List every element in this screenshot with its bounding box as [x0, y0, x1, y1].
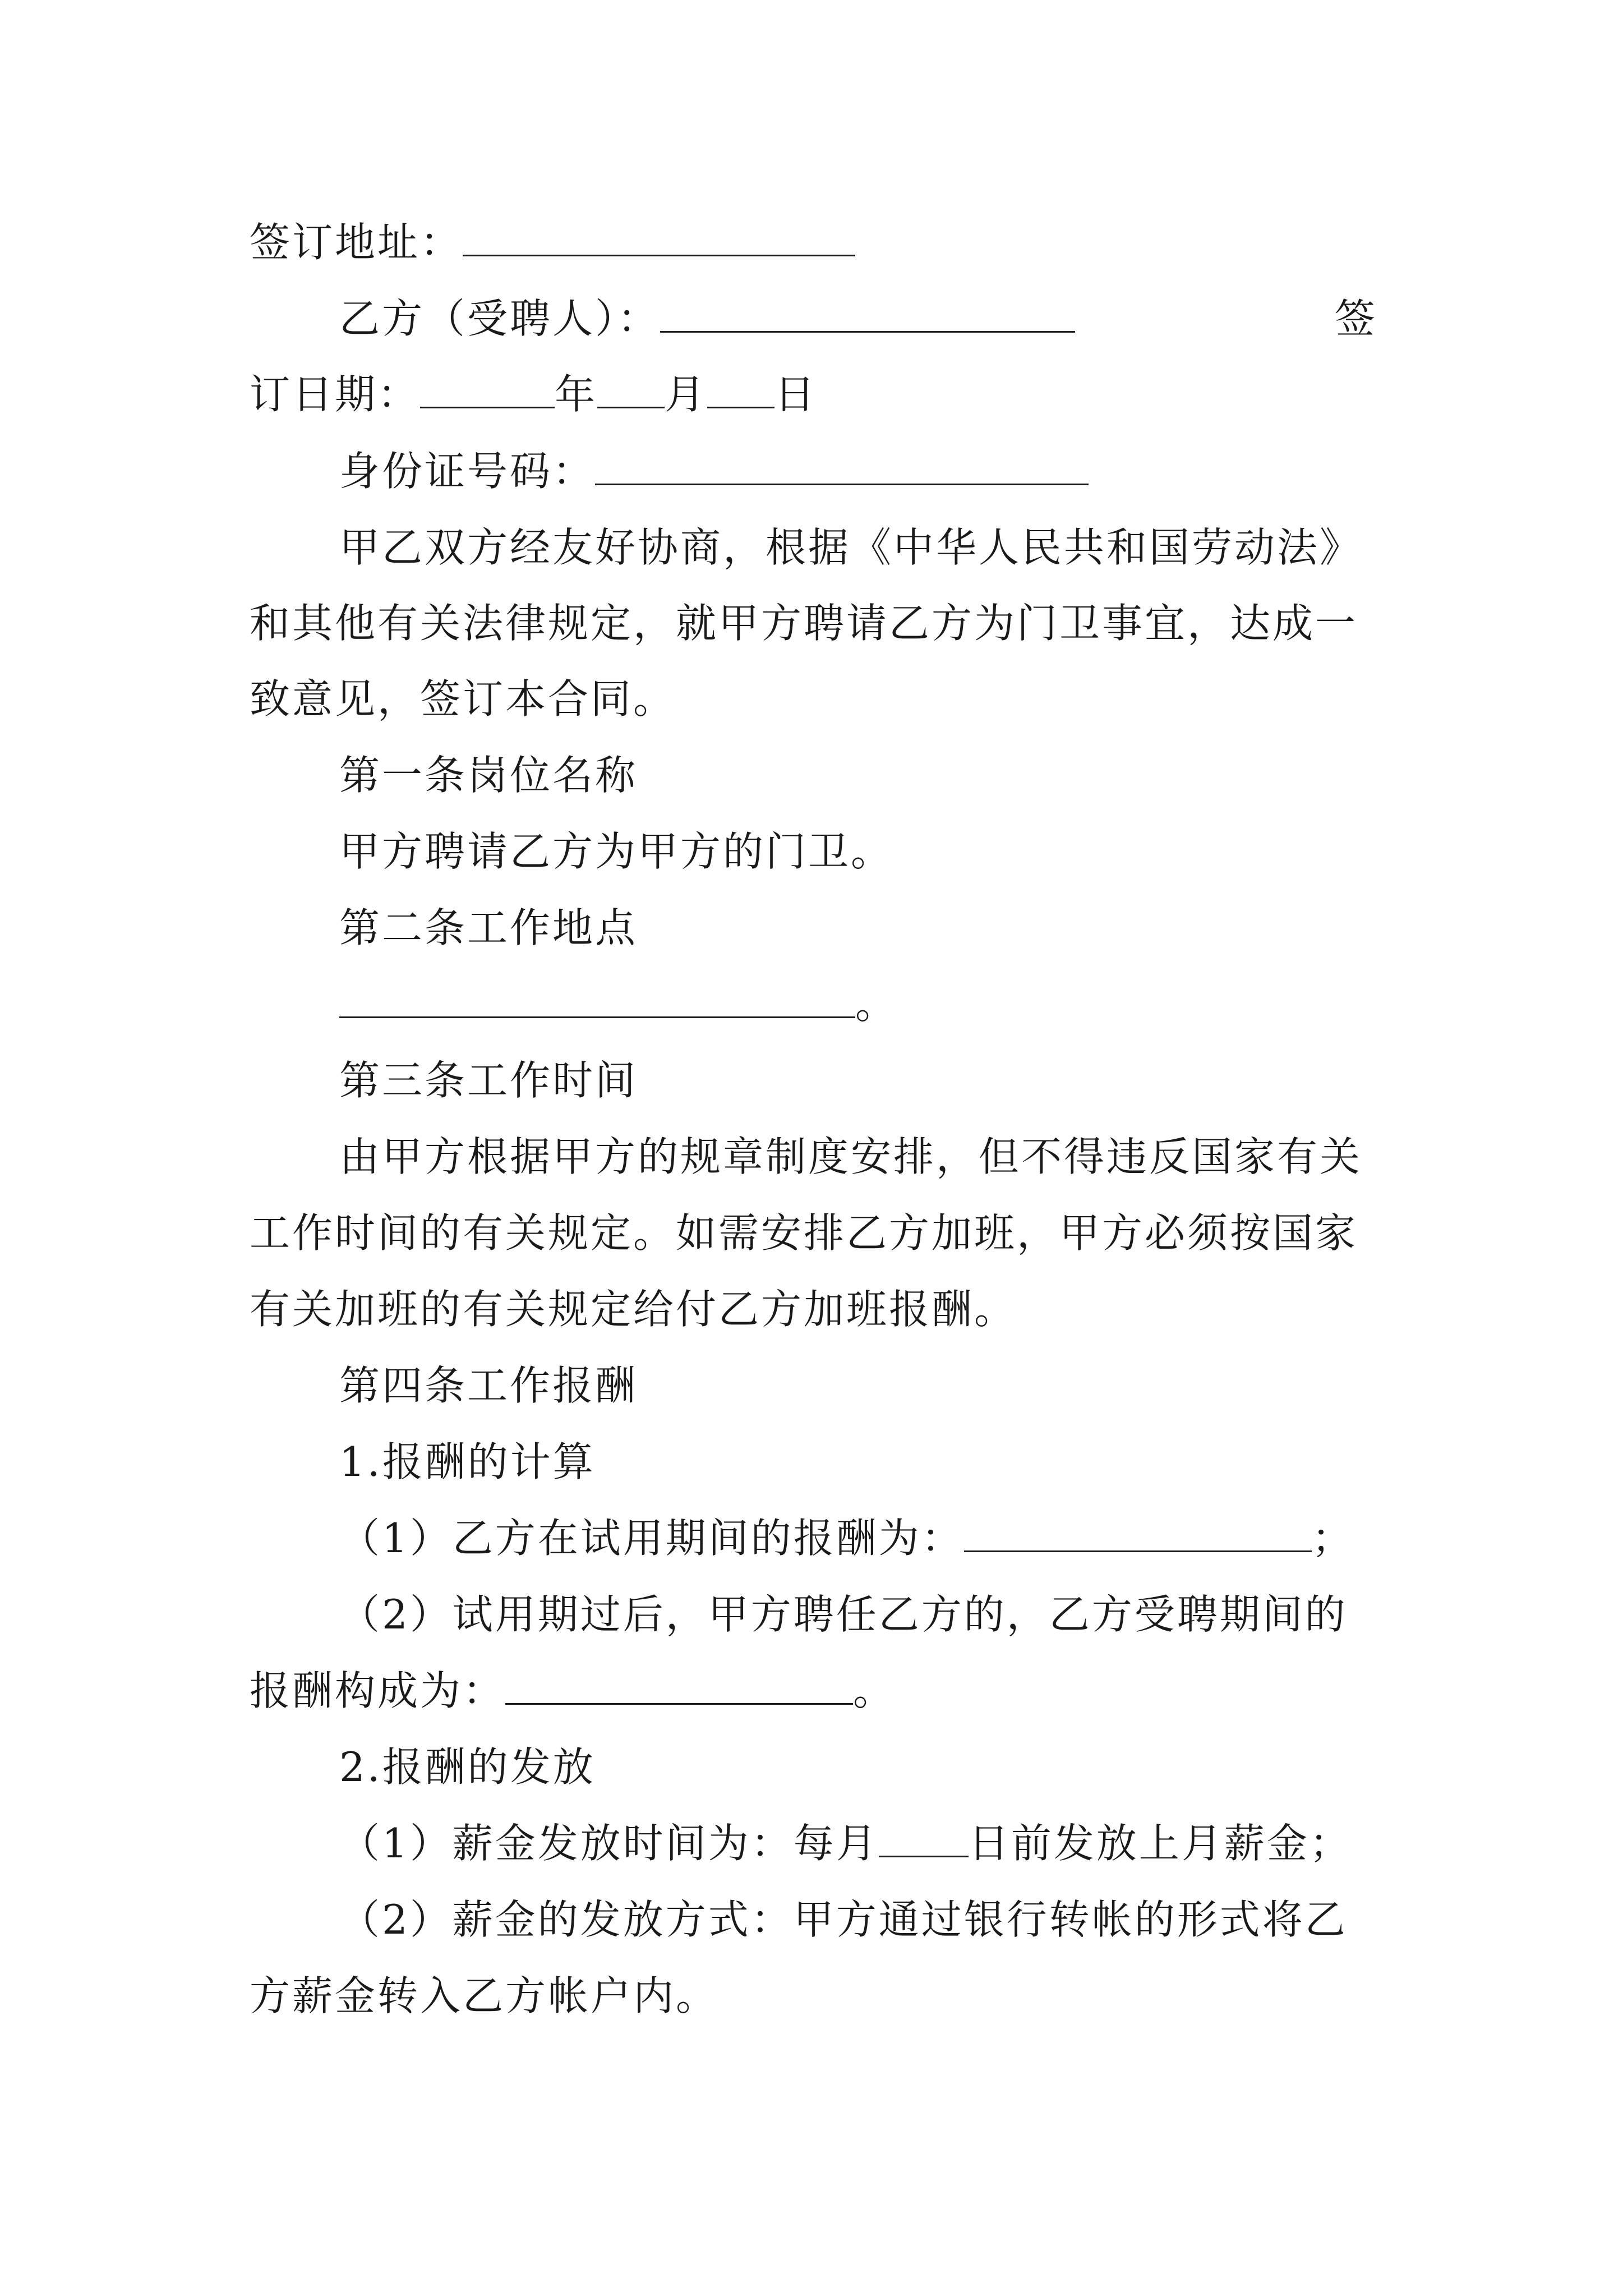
sign-address-label: 签订地址：	[250, 219, 463, 266]
calc-item-2-text-1: （2）试用期过后，甲方聘任乙方的，乙方受聘期间的	[339, 1591, 1348, 1638]
party-b-line	[339, 292, 1075, 346]
month-blank	[597, 373, 665, 408]
pay-calc-heading	[339, 1435, 596, 1489]
article-3-title	[339, 1053, 638, 1107]
probation-pay-blank	[964, 1517, 1312, 1552]
preamble-text-1: 甲乙双方经友好协商，根据《中华人民共和国劳动法》	[339, 524, 1363, 571]
sign-address-blank	[463, 221, 855, 256]
article-3-body-3	[250, 1282, 1017, 1336]
party-b-blank	[660, 297, 1075, 333]
issue-item-2-line-1	[339, 1893, 1348, 1947]
id-blank	[595, 450, 1089, 485]
article-1-title	[339, 748, 638, 802]
article-3-title-text: 第三条工作时间	[339, 1057, 638, 1104]
sign-date-line	[250, 367, 817, 421]
id-label: 身份证号码：	[339, 448, 596, 495]
article-3-body-1	[339, 1130, 1362, 1184]
date-prefix: 订日期：	[250, 371, 421, 418]
preamble-text-2: 和其他有关法律规定，就甲方聘请乙方为门卫事宜，达成一	[250, 600, 1358, 647]
article-3-body-text-1: 由甲方根据甲方的规章制度安排，但不得违反国家有关	[339, 1133, 1363, 1180]
article-2-title	[339, 901, 638, 955]
article-4-title-text: 第四条工作报酬	[339, 1362, 638, 1409]
year-char: 年	[555, 371, 598, 418]
preamble-text-3: 致意见，签订本合同。	[250, 675, 676, 723]
calc-item-2-line-1	[339, 1588, 1348, 1641]
pay-day-blank	[879, 1822, 969, 1857]
day-blank	[707, 373, 774, 408]
article-3-body-2	[250, 1206, 1358, 1260]
month-char: 月	[665, 371, 708, 418]
work-location-line	[339, 977, 898, 1031]
article-1-body-text: 甲方聘请乙方为甲方的门卫。	[339, 828, 894, 875]
article-4-title	[339, 1359, 638, 1412]
calc-item-1-semicolon: ；	[1311, 1515, 1354, 1562]
issue-item-2-text-2: 方薪金转入乙方帐户内。	[250, 1972, 719, 2019]
preamble-line-1	[339, 521, 1362, 574]
article-1-title-text: 第一条岗位名称	[339, 752, 638, 799]
id-number-line	[339, 444, 1089, 498]
issue-item-1-prefix: （1）薪金发放时间为：每月	[339, 1820, 879, 1867]
work-location-period: 。	[855, 981, 898, 1028]
issue-item-1	[339, 1816, 1352, 1870]
issue-item-2-text-1: （2）薪金的发放方式：甲方通过银行转帐的形式将乙	[339, 1896, 1348, 1943]
calc-item-2-line-2	[250, 1664, 896, 1718]
preamble-line-3	[250, 672, 676, 726]
sign-address-line	[250, 215, 855, 269]
article-3-body-text-2: 工作时间的有关规定。如需安排乙方加班，甲方必须按国家	[250, 1209, 1358, 1257]
year-blank	[420, 373, 555, 408]
day-char: 日	[774, 371, 818, 418]
party-b-label: 乙方（受聘人）：	[339, 295, 661, 342]
calc-item-1	[339, 1511, 1354, 1565]
article-1-body	[339, 825, 893, 878]
work-location-blank	[339, 983, 855, 1018]
article-2-title-text: 第二条工作地点	[339, 904, 638, 951]
calc-item-2-period: 。	[853, 1667, 896, 1714]
issue-item-1-suffix: 日前发放上月薪金；	[968, 1820, 1352, 1867]
pay-issue-heading	[339, 1740, 596, 1794]
article-3-body-text-3: 有关加班的有关规定给付乙方加班报酬。	[250, 1286, 1017, 1333]
issue-item-2-line-2	[250, 1969, 718, 2023]
pay-structure-blank	[505, 1669, 853, 1705]
calc-item-2-text-2: 报酬构成为：	[250, 1667, 506, 1714]
sign-char-line	[1335, 292, 1377, 346]
calc-item-1-text: （1）乙方在试用期间的报酬为：	[339, 1515, 964, 1562]
preamble-line-2	[250, 596, 1358, 650]
pay-calc-text: 1.报酬的计算	[339, 1438, 596, 1485]
sign-char: 签	[1335, 295, 1378, 342]
pay-issue-text: 2.报酬的发放	[339, 1743, 596, 1791]
